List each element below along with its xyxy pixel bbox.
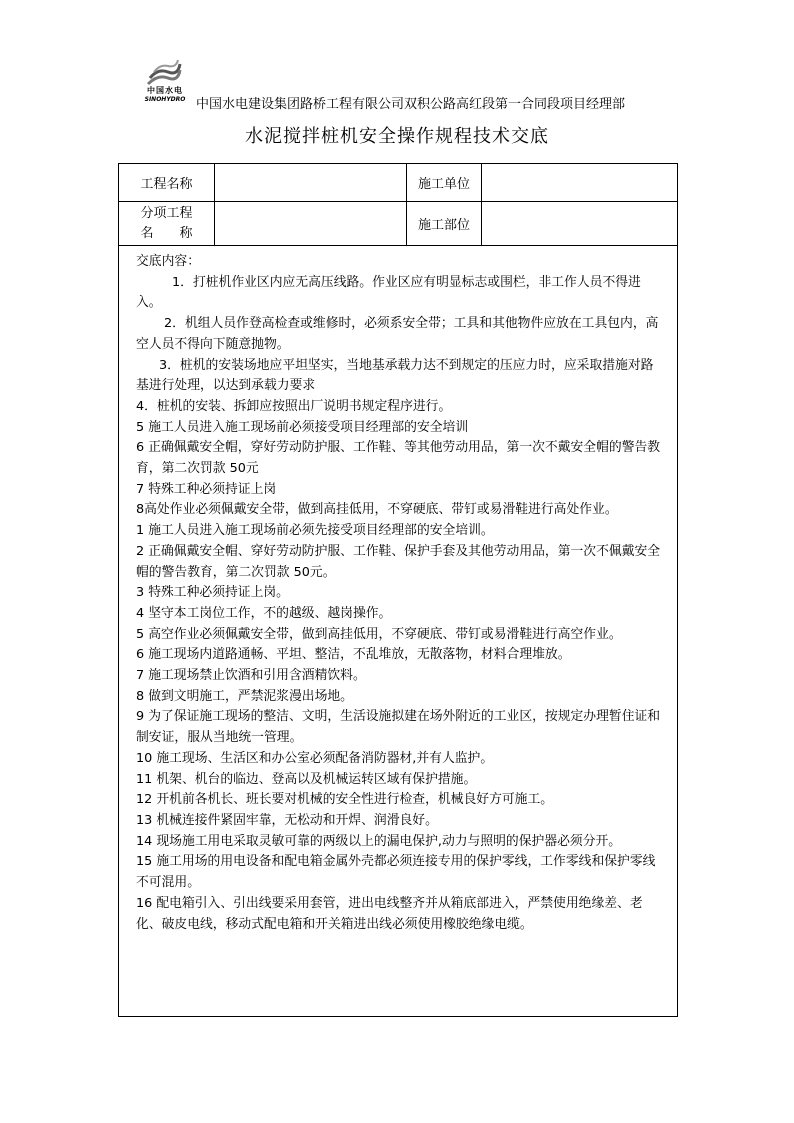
sinohydro-logo-icon (146, 58, 182, 86)
content-item: 9 为了保证施工现场的整洁、文明，生活设施拟建在场外附近的工业区，按规定办理暂住证和制安证，服从当地统一管理。 (136, 709, 661, 746)
sub-project-label (119, 202, 215, 246)
content-item: 1 施工人员进入施工现场前必须先接受项目经理部的安全培训。 (136, 523, 494, 539)
content-item: 4 坚守本工岗位工作，不的越级、越岗操作。 (136, 605, 392, 621)
sub-project-label-line2: 名 称 (140, 225, 193, 241)
content-item: 8高处作业必须佩戴安全带，做到高挂低用，不穿硬底、带钉或易滑鞋进行高处作业。 (136, 502, 618, 518)
disclosure-content (119, 246, 677, 935)
construction-part-field[interactable] (482, 202, 678, 246)
content-item: 6 施工现场内道路通畅、平坦、整洁，不乱堆放，无散落物，材料合理堆放。 (136, 647, 571, 663)
form-row-project (119, 164, 678, 202)
disclosure-content-cell (119, 246, 678, 1017)
content-item: 15 施工用场的用电设备和配电箱金属外壳都必须连接专用的保护零线，工作零线和保护零线不可混用。 (136, 854, 656, 891)
content-item: 6 正确佩戴安全帽，穿好劳动防护服、工作鞋、等其他劳动用品，第一次不戴安全帽的警告教育，第二次罚款 50元 (136, 440, 661, 477)
project-name-label: 工程名称 (119, 164, 215, 202)
content-item: 3．桩机的安装场地应平坦坚实，当地基承载力达不到规定的压应力时，应采取措施对路基进行处理，以达到承载力要求 (136, 357, 654, 394)
content-item: 10 施工现场、生活区和办公室必须配备消防器材,并有人监护。 (136, 750, 494, 766)
logo-chinese-text: 中国水电 (147, 86, 183, 95)
form-row-content (119, 246, 678, 1017)
document-title: 水泥搅拌桩机安全操作规程技术交底 (245, 126, 549, 147)
construction-part-label: 施工部位 (407, 202, 482, 246)
content-item: 4．桩机的安装、拆卸应按照出厂说明书规定程序进行。 (136, 398, 452, 414)
content-item: 2 正确佩戴安全帽、穿好劳动防护服、工作鞋、保护手套及其他劳动用品，第一次不佩戴安全帽的警告教育，第二次罚款 50元。 (136, 543, 661, 580)
content-item: 14 现场施工用电采取灵敏可靠的两级以上的漏电保护,动力与照明的保护器必须分开。 (136, 833, 622, 849)
construction-unit-label: 施工单位 (407, 164, 482, 202)
disclosure-form-table (118, 163, 678, 1017)
organization-name: 中国水电建设集团路桥工程有限公司双积公路高红段第一合同段项目经理部 (196, 97, 626, 112)
content-item: 1．打桩机作业区内应无高压线路。作业区应有明显标志或围栏，非工作人员不得进入。 (136, 274, 641, 311)
logo-english-text: SINOHYDRO (144, 96, 186, 103)
content-item: 5 施工人员进入施工现场前必须接受项目经理部的安全培训 (136, 419, 469, 435)
content-item: 11 机架、机台的临边、登高以及机械运转区域有保护措施。 (136, 771, 477, 787)
content-item: 16 配电箱引入、引出线要采用套管，进出电线整齐并从箱底部进入，严禁使用绝缘差、老化、破皮电线，移动式配电箱和开关箱进出线必须使用橡胶绝缘电缆。 (136, 895, 643, 932)
content-item: 5 高空作业必须佩戴安全带，做到高挂低用，不穿硬底、带钉或易滑鞋进行高空作业。 (136, 626, 622, 642)
content-item: 2．机组人员作登高检查或维修时，必须系安全带；工具和其他物件应放在工具包内，高空人员不得向下随意抛物。 (136, 316, 659, 352)
content-item: 7 施工现场禁止饮酒和引用含酒精饮料。 (136, 668, 366, 684)
company-logo (136, 58, 194, 104)
project-name-field[interactable] (215, 164, 407, 202)
content-item: 12 开机前各机长、班长要对机械的安全性进行检查，机械良好方可施工。 (136, 792, 554, 808)
sub-project-label-line1: 分项工程 (140, 205, 193, 221)
sub-project-field[interactable] (215, 202, 407, 246)
content-heading: 交底内容： (136, 254, 200, 269)
content-item: 8 做到文明施工，严禁泥浆漫出场地。 (136, 688, 353, 704)
content-item: 3 特殊工种必须持证上岗。 (136, 585, 289, 601)
content-item: 13 机械连接件紧固牢靠，无松动和开焊、润滑良好。 (136, 812, 438, 828)
construction-unit-field[interactable] (482, 164, 678, 202)
content-item: 7 特殊工种必须持证上岗 (136, 481, 277, 497)
form-row-subproject (119, 202, 678, 246)
